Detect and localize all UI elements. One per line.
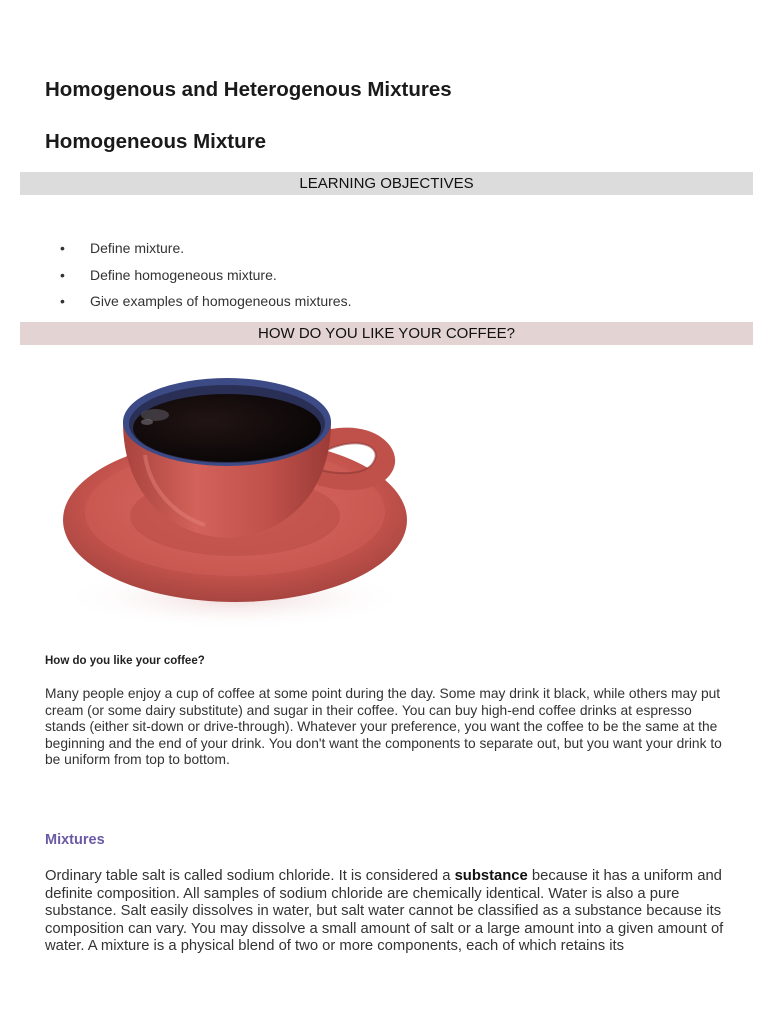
- list-item: [45, 291, 351, 318]
- list-item: [45, 265, 351, 292]
- list-item-text: Define homogeneous mixture.: [90, 266, 277, 283]
- document-title: Homogenous and Heterogenous Mixtures: [45, 78, 452, 101]
- list-item-text: Give examples of homogeneous mixtures.: [90, 293, 352, 309]
- mixtures-paragraph: [45, 868, 727, 956]
- coffee-cup-icon: [55, 360, 415, 630]
- coffee-banner: HOW DO YOU LIKE YOUR COFFEE?: [20, 322, 753, 345]
- paragraph-text: because it has a uniform and definite composition. All samples of sodium chloride are chemically identical. Water is also a pure substance. Salt easily dissolves in water, but salt water cannot be classified as a substance because its composition can vary. You may dissolve a small amount of salt or a large amount into a given amount of water. A mixture is a physical blend of two or more components, each of which retains its: [45, 868, 724, 955]
- list-item-text: Define mixture.: [90, 240, 185, 256]
- learning-objectives-banner: LEARNING OBJECTIVES: [20, 172, 753, 195]
- mixtures-heading: Mixtures: [45, 832, 105, 848]
- image-caption: How do you like your coffee?: [45, 655, 205, 667]
- coffee-cup-image: [55, 360, 415, 630]
- coffee-paragraph: Many people enjoy a cup of coffee at some point during the day. Some may drink it black, while others may put cream (or some dairy substitute) and sugar in their coffee. You can buy high-end coffee drinks at espresso stands (either sit-down or drive-through). Whatever your preference, you want the coffee to be the same at the beginning and the end of your drink. You don't want the components to separate out, but you want your drink to be uniform from top to bottom.: [45, 686, 722, 767]
- objectives-list: [45, 238, 351, 318]
- bullet-icon: •: [60, 240, 65, 256]
- list-item: [45, 238, 351, 265]
- substance-emphasis: substance: [454, 868, 528, 884]
- section-subtitle: Homogeneous Mixture: [45, 130, 266, 153]
- bullet-icon: •: [60, 266, 65, 283]
- bullet-icon: •: [60, 293, 65, 309]
- paragraph-text: Ordinary table salt is called sodium chloride. It is considered a: [45, 868, 455, 884]
